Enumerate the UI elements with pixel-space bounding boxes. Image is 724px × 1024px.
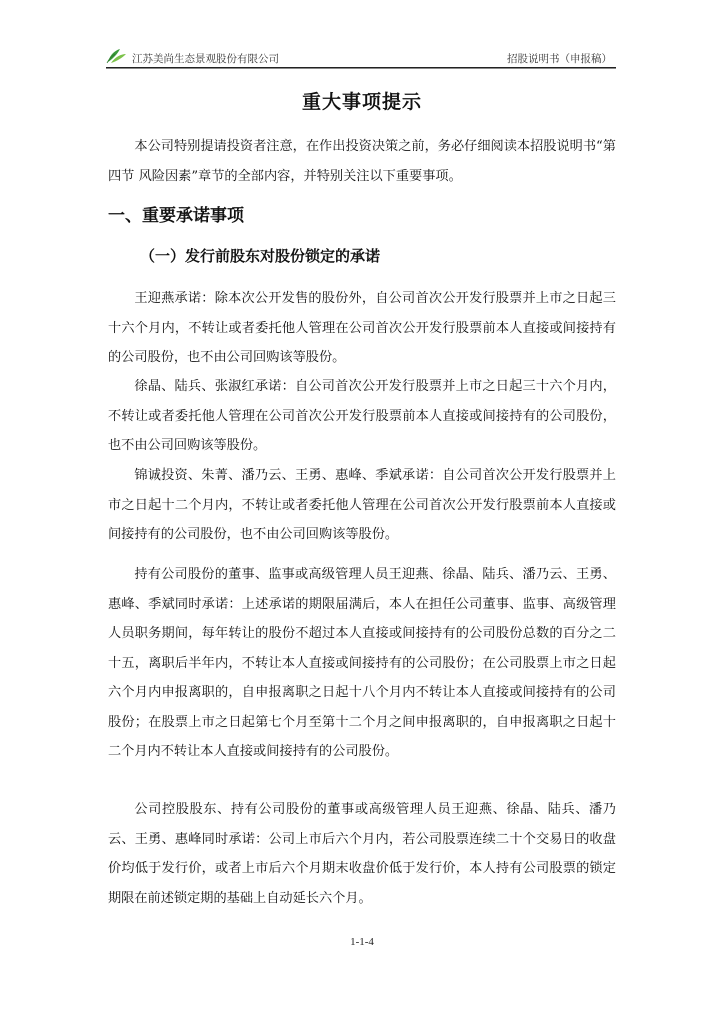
document-type: 招股说明书（申报稿）	[507, 53, 612, 65]
paragraph-2: 徐晶、陆兵、张淑红承诺：自公司首次公开发行股票并上市之日起三十六个月内，不转让或者委托他人管理在公司首次公开发行股票前本人直接或间接持有的公司股份，也不由公司回购该等股份。	[108, 379, 616, 453]
page-number: 1-1-4	[350, 936, 374, 948]
paragraph-4: 持有公司股份的董事、监事或高级管理人员王迎燕、徐晶、陆兵、潘乃云、王勇、惠峰、季斌同时承诺：上述承诺的期限届满后，本人在担任公司董事、监事、高级管理人员职务期间，每年转让的股份不超过本人直接或间接持有的公司股份总数的百分之二十五，离职后半年内，不转让本人直接或间接持有的公司股份；在公司股票上市之日起六个月内申报离职的，自申报离职之日起十八个月内不转让本人直接或间接持有的公司股份；在股票上市之日起第七个月至第十二个月之间申报离职的，自申报离职之日起十二个月内不转让本人直接或间接持有的公司股份。	[108, 567, 616, 759]
page-header	[106, 44, 616, 68]
sub-heading: （一）发行前股东对股份锁定的承诺	[140, 247, 381, 265]
paragraph-5: 公司控股股东、持有公司股份的董事或高级管理人员王迎燕、徐晶、陆兵、潘乃云、王勇、惠峰同时承诺：公司上市后六个月内，若公司股票连续二十个交易日的收盘价均低于发行价，或者上市后六个月期末收盘价低于发行价，本人持有公司股票的锁定期限在前述锁定期的基础上自动延长六个月。	[108, 802, 616, 906]
page-title: 重大事项提示	[301, 91, 422, 113]
intro-paragraph: 本公司特别提请投资者注意，在作出投资决策之前，务必仔细阅读本招股说明书“第四节 风险因素”章节的全部内容，并特别关注以下重要事项。	[108, 139, 616, 184]
paragraph-3: 锦诚投资、朱菁、潘乃云、王勇、惠峰、季斌承诺：自公司首次公开发行股票并上市之日起十二个月内，不转让或者委托他人管理在公司首次公开发行股票前本人直接或间接持有的公司股份，也不由公司回购该等股份。	[108, 468, 616, 542]
header-divider	[106, 67, 616, 69]
section-heading: 一、重要承诺事项	[108, 206, 244, 226]
paragraph-1: 王迎燕承诺：除本次公开发售的股份外，自公司首次公开发行股票并上市之日起三十六个月内，不转让或者委托他人管理在公司首次公开发行股票前本人直接或间接持有的公司股份，也不由公司回购该等股份。	[108, 291, 616, 365]
company-name: 江苏美尚生态景观股份有限公司	[132, 53, 279, 65]
leaf-logo-icon	[106, 48, 128, 64]
